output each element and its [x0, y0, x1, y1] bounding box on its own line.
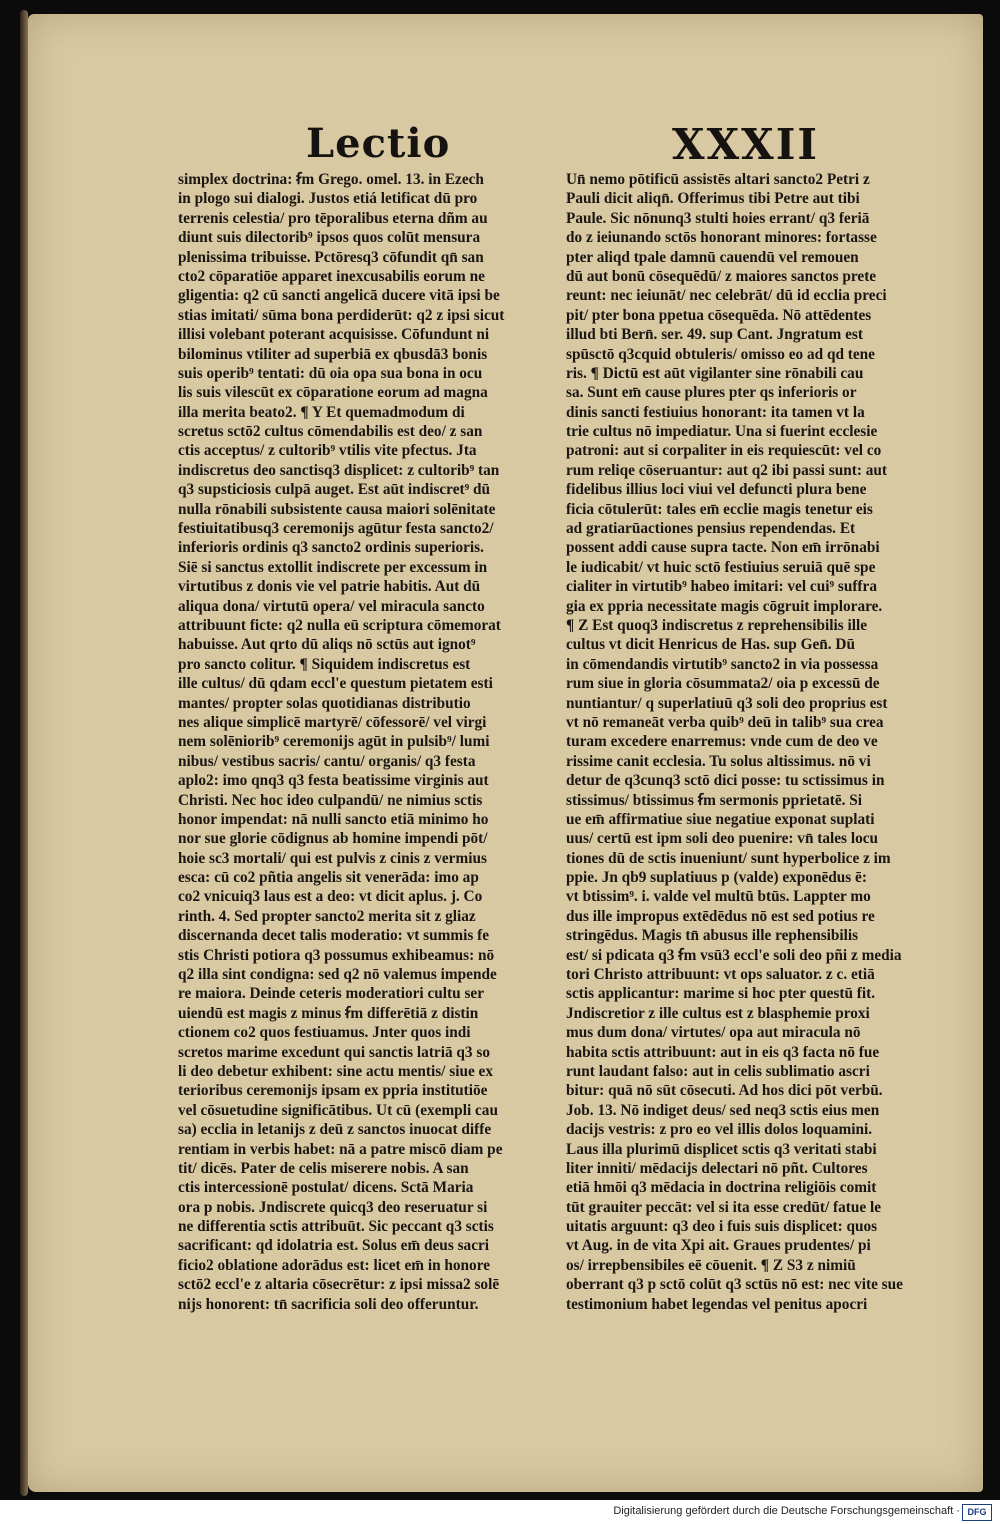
text-line: rissime canit ecclesia. Tu solus altissimus. nō vi [566, 752, 871, 770]
text-line: sa) ecclia in letanijs z deū z sanctos inuocat diffe [178, 1121, 492, 1139]
text-line: spūsctō q3cquid obtuleris/ omisso eo ad qd tene [566, 345, 875, 363]
text-line: illud bti Bern̄. ser. 49. sup Cant. Jngratum est [566, 326, 863, 344]
text-line: ue em̄ affirmatiue siue negatiue exponat suplati [566, 810, 875, 828]
text-line: tūt grauiter peccāt: vel si ita esse credūt/ fatue le [566, 1198, 882, 1216]
text-line: sctō2 eccl'e z altaria cōsecrētur: z ipsi missa2 solē [178, 1276, 500, 1294]
text-line: habuisse. Aut qrto dū aliqs nō sctūs aut ignot⁹ [178, 636, 476, 654]
text-line: plenissima tribuisse. Pctōresq3 cōfundit qn̄ san [178, 248, 484, 266]
text-line: scretos marime excedunt qui sanctis latriā q3 so [178, 1043, 491, 1061]
text-line: dacijs vestris: z pro eo vel illis dolos loquamini. [566, 1121, 873, 1139]
text-line: diunt suis dilectorib⁹ ipsos quos colūt mensura [178, 229, 481, 247]
text-line: runt laudant falso: aut in celis sublimatio ascri [566, 1062, 870, 1080]
text-line: etiā hmōi q3 mēdacia in doctrina religiōis comit [566, 1179, 877, 1197]
text-line: aliqua dona/ virtutū opera/ vel miracula sancto [178, 597, 485, 615]
text-line: indiscretus deo sanctisq3 displicet: z cultorib⁹ tan [178, 461, 500, 479]
text-line: vel cōsuetudine significātibus. Ut cū (exempli cau [178, 1101, 498, 1119]
text-line: discernanda decet talis moderatio: vt summis fe [178, 927, 489, 945]
text-line: vt nō remaneāt verba quib⁹ deū in talib⁹ sua crea [566, 713, 884, 731]
text-line: mus dum dona/ virtutes/ opa aut miracula nō [566, 1024, 861, 1042]
text-line: Siē si sanctus extollit indiscrete per excessum in [178, 558, 488, 576]
text-line: patroni: aut si corpaliter in eis requiescūt: vel co [566, 442, 882, 460]
text-line: ficio2 oblatione adorādus est: licet em̄ in honore [178, 1256, 491, 1274]
text-line: Christi. Nec hoc ideo culpandū/ ne nimius sctis [178, 791, 483, 809]
text-line: bitur: quā nō sūt cōsecuti. Ad hos dici pōt verbū. [566, 1082, 883, 1100]
text-line: os/ irrepbensibiles eē cōuenit. ¶ Z S3 z nimiū [566, 1256, 856, 1274]
text-line: dinis sancti festiuius honorant: ita tamen vt la [566, 403, 865, 421]
text-line: fidelibus illius loci viui vel defuncti plura bene [566, 481, 867, 499]
text-line: reunt: nec ieiunāt/ nec celebrāt/ dū id ecclia preci [566, 287, 887, 305]
text-line: ille cultus/ dū qdam eccl'e questum pietatem esti [178, 675, 493, 693]
text-line: simplex doctrina: ẜm Grego. omel. 13. in Ezech [178, 171, 484, 188]
text-line: scretus sctō2 cultus cōmendabilis est deo/ z san [178, 423, 483, 441]
text-line: Job. 13. Nō indiget deus/ sed neq3 sctis eius men [566, 1101, 880, 1119]
text-line: rum reliqe cōseruantur: aut q2 ibi passi sunt: aut [566, 461, 887, 479]
text-line: ne differentia sctis attribuūt. Sic peccant q3 sctis [178, 1218, 494, 1236]
text-line: festiuitatibusq3 ceremonijs agūtur festa sancto2/ [178, 520, 494, 538]
text-line: nes alique simplicē martyrē/ cōfessorē/ vel virgi [178, 713, 487, 731]
text-line: sa. Sunt em̄ cause plures pter qs inferioris or [566, 384, 857, 402]
text-line: q2 illa sint condigna: sed q2 nō valemus impende [178, 966, 497, 984]
text-line: Pauli dicit aliqn̄. Offerimus tibi Petre aut tibi [566, 190, 860, 208]
text-line: ficia cōtulerūt: tales em̄ ecclie magis tenetur eis [566, 500, 873, 518]
text-line: Paule. Sic nōnunq3 stulti hoies errant/ q3 feriā [566, 209, 870, 227]
text-line: dū aut bonū cōsequēdū/ z maiores sanctos prete [566, 267, 877, 285]
text-line: tori Christo attribuunt: vt ops saluator. z c. etiā [566, 966, 875, 984]
text-line: Laus illa plurimū displicet sctis q3 veritati stabi [566, 1140, 877, 1158]
text-line: cto2 cōparatiōe apparet inexcusabilis eorum ne [178, 267, 485, 285]
text-line: terrenis celestia/ pro tēporalibus eterna dñm au [178, 209, 488, 227]
text-line: re maiora. Deinde ceteris moderatiori cultu ser [178, 985, 484, 1003]
text-line: testimonium habet legendas vel penitus apocri [566, 1295, 868, 1313]
text-line: inferioris ordinis q3 sancto2 ordinis superioris. [178, 539, 484, 557]
text-line: gligentia: q2 cū sancti angelicā ducere vitā ipsi be [178, 287, 500, 305]
text-line: ris. ¶ Dictū est aūt vigilanter sine rōnabili cau [566, 364, 864, 382]
text-line: uus/ certū est ipm soli deo puenire: vn̄ tales locu [566, 830, 879, 848]
text-line: vt Aug. in de vita Xpi ait. Graues prudentes/ pi [566, 1237, 871, 1255]
left-text-column [178, 170, 560, 1314]
text-line: est/ si pdicata q3 ẜm vsū3 eccl'e soli deo pñi z media [566, 946, 902, 964]
text-line: in plogo sui dialogi. Justos etiá letificat dū pro [178, 190, 478, 208]
text-line: sacrificant: qd idolatria est. Solus em̄ deus sacri [178, 1237, 490, 1255]
text-line: bilominus vtiliter ad superbiā ex qbusdā3 bonis [178, 345, 488, 363]
text-line: lis suis vilescūt ex cōparatione eorum ad magna [178, 384, 488, 402]
text-line: rentiam in verbis habet: nā a patre miscō diam pe [178, 1140, 503, 1158]
text-line: possent addi cause supra tacte. Non em̄ irrōnabi [566, 539, 880, 557]
text-line: li deo debetur exhibent: sine actu mentis/ siue ex [178, 1062, 493, 1080]
text-line: in cōmendandis virtutib⁹ sancto2 in via possessa [566, 655, 879, 673]
text-line: gia ex ppria necessitate magis cōgruit implorare. [566, 597, 883, 615]
text-line: ad gratiarūactiones pensius rependendas. Et [566, 520, 856, 538]
text-line: nulla rōnabili subsistente causa maiori solēnitate [178, 500, 496, 518]
footer-bar [0, 1500, 1000, 1524]
text-line: stringēdus. Magis tn̄ abusus ille rephensibilis [566, 927, 859, 945]
text-line: illa merita beato2. ¶ Y Et quemadmodum di [178, 403, 465, 421]
right-text-column [566, 170, 948, 1314]
book-spine-edge [20, 10, 28, 1496]
text-line: sctis applicantur: marime si hoc pter questū fit. [566, 985, 876, 1003]
text-line: dus ille impropus extēdēdus nō est sed potius re [566, 907, 875, 925]
text-line: stissimus/ btissimus ẜm sermonis pprietatē. Si [566, 791, 863, 809]
text-line: cialiter in virtutib⁹ habeo imitari: vel cui⁹ suffra [566, 578, 877, 596]
text-line: Jndiscretior z ille cultus est z blasphemie proxi [566, 1004, 870, 1022]
text-line: Un̄ nemo pōtificū assistēs altari sancto2 Petri z [566, 171, 870, 188]
text-line: honor impendat: nā nulli sancto etiā minimo ho [178, 810, 489, 828]
text-line: ctis intercessionē postulat/ dicens. Sctā Maria [178, 1179, 474, 1197]
text-line: aplo2: imo qnq3 q3 festa beatissime virginis aut [178, 772, 489, 790]
text-line: ora p nobis. Jndiscrete quicq3 deo reseruatur si [178, 1198, 488, 1216]
text-line: stias imitati/ sūma bona perdiderūt: q2 z ipsi sicut [178, 306, 505, 324]
text-line: ctis acceptus/ z cultorib⁹ vtilis vite pfectus. Jta [178, 442, 477, 460]
text-line: vt btissim⁹. i. valde vel multū btūs. Lappter mo [566, 888, 871, 906]
text-line: uiendū est magis z minus ẜm differētiā z distin [178, 1004, 479, 1022]
text-line: trie cultus nō impediatur. Una si fuerint ecclesie [566, 423, 878, 441]
text-line: attribuunt ficte: q2 nulla eū scriptura cōmemorat [178, 616, 501, 634]
funding-credit: Digitalisierung gefördert durch die Deutsche Forschungsgemeinschaft · [613, 1505, 960, 1517]
text-line: rinth. 4. Sed propter sancto2 merita sit z gliaz [178, 907, 476, 925]
text-line: tit/ dicēs. Pater de celis miserere nobis. A san [178, 1159, 469, 1177]
text-line: pter aliqd tpale damnū cauendū vel remouen [566, 248, 859, 266]
text-line: stis Christi potiora q3 possumus exhibeamus: nō [178, 946, 495, 964]
text-line: esca: cū co2 pñtia angelis sit venerāda: imo ap [178, 869, 479, 887]
text-line: rum siue in gloria cōsummata2/ oia p excessū de [566, 675, 880, 693]
text-line: ctionem co2 quos festiuamus. Jnter quos indi [178, 1024, 471, 1042]
text-line: illisi volebant poterant acquisisse. Cōfundunt ni [178, 326, 490, 344]
text-line: uitatis arguunt: q3 deo i fuis suis displicet: quos [566, 1218, 878, 1236]
text-line: q3 supsticiosis culpā auget. Est aūt indiscret⁹ dū [178, 481, 491, 499]
text-line: le iudicabit/ vt huic sctō festiuius seruiā quē spe [566, 558, 876, 576]
text-line: tiones dū de sctis inueniunt/ sunt hyperbolice z im [566, 849, 891, 867]
text-line: nibus/ vestibus sacris/ cantu/ organis/ q3 festa [178, 752, 476, 770]
text-line: nor sue glorie cōdignus ab homine impendi pōt/ [178, 830, 488, 848]
text-line: liter inniti/ mēdacijs delectari nō pñt. Cultores [566, 1159, 868, 1177]
text-line: nem solēniorib⁹ ceremonijs agūt in pulsib⁹/ lumi [178, 733, 490, 751]
text-line: nijs honorent: tn̄ sacrificia soli deo offeruntur. [178, 1295, 479, 1313]
running-head-left: Lectio [306, 120, 451, 167]
text-line: nuntiantur/ q superlatiuū q3 soli deo proprius est [566, 694, 888, 712]
text-line: mantes/ propter solas quotidianas distributio [178, 694, 471, 712]
text-line: suis operib⁹ tentati: dū oia opa sua bona in ocu [178, 364, 483, 382]
text-line: detur de q3cunq3 sctō dici posse: tu sctissimus in [566, 772, 885, 790]
dfg-logo: DFG [962, 1504, 992, 1521]
text-line: terioribus ceremonijs ipsam ex ppria institutiōe [178, 1082, 488, 1100]
text-line: turam excedere enarremus: vnde cum de deo ve [566, 733, 878, 751]
text-line: cultus vt dicit Henricus de Has. sup Gen̄. Dū [566, 636, 855, 654]
text-line: do z ieiunando sctōs honorant minores: fortasse [566, 229, 877, 247]
text-line: pro sancto colitur. ¶ Siquidem indiscretus est [178, 655, 471, 673]
text-line: pit/ pter bona ppetua cōsequēda. Nō attēdentes [566, 306, 872, 324]
text-line: co2 vnicuiq3 laus est a deo: vt dicit aplus. j. Co [178, 888, 483, 906]
text-line: oberrant q3 p sctō colūt q3 sctūs nō est: nec vite sue [566, 1276, 903, 1294]
text-line: ¶ Z Est quoq3 indiscretus z reprehensibilis ille [566, 616, 868, 634]
text-line: virtutibus z donis vie vel patrie habitis. Aut dū [178, 578, 481, 596]
text-line: ppie. Jn qb9 suplatiuus p (valde) exponēdus ē: [566, 869, 867, 887]
text-line: habita sctis attribuunt: aut in eis q3 facta nō fue [566, 1043, 880, 1061]
text-line: hoie sc3 mortali/ qui est pulvis z cinis z vermius [178, 849, 487, 867]
running-head-right: XXXII [672, 120, 820, 169]
